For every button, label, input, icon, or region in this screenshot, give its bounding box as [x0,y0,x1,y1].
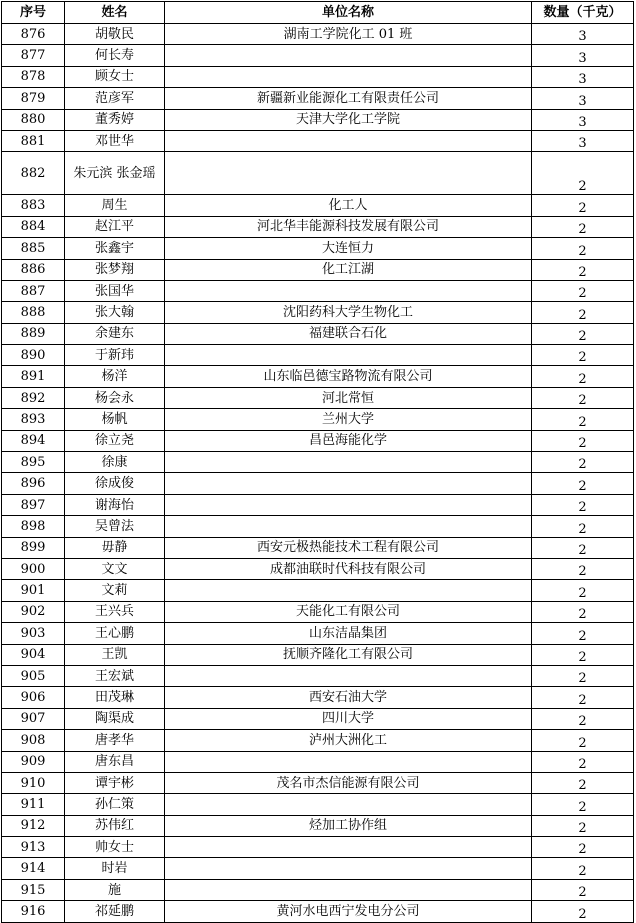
table-row [2,88,634,109]
table-row [2,858,634,879]
cell-org [165,879,532,900]
cell-qty: 2 [532,623,634,644]
cell-org [165,452,532,473]
cell-org: 天津大学化工学院 [165,109,532,130]
table-row [2,323,634,344]
cell-qty: 2 [532,259,634,280]
cell-name: 徐成俊 [65,473,165,494]
table-row [2,708,634,729]
cell-qty: 2 [532,473,634,494]
cell-name: 胡敬民 [65,24,165,45]
cell-org: 昌邑海能化学 [165,430,532,451]
table-row [2,259,634,280]
cell-qty: 2 [532,537,634,558]
table-row [2,216,634,237]
cell-seq: 915 [2,879,65,900]
cell-qty: 2 [532,708,634,729]
cell-seq: 883 [2,195,65,216]
cell-org: 茂名市杰信能源有限公司 [165,772,532,793]
header-seq: 序号 [2,2,65,24]
cell-qty: 2 [532,409,634,430]
cell-name: 吴曾法 [65,516,165,537]
cell-org [165,345,532,366]
cell-qty: 2 [532,152,634,195]
table-row [2,430,634,451]
cell-name: 施 [65,879,165,900]
cell-seq: 899 [2,537,65,558]
cell-org: 化工江湖 [165,259,532,280]
table-row [2,494,634,515]
cell-qty: 2 [532,345,634,366]
table-row [2,580,634,601]
cell-name: 杨洋 [65,366,165,387]
cell-org [165,665,532,686]
cell-seq: 898 [2,516,65,537]
table-row [2,730,634,751]
cell-seq: 886 [2,259,65,280]
cell-seq: 884 [2,216,65,237]
cell-seq: 904 [2,644,65,665]
cell-qty: 3 [532,130,634,151]
cell-name: 顾女士 [65,66,165,87]
table-row [2,302,634,323]
cell-name: 杨帆 [65,409,165,430]
cell-seq: 880 [2,109,65,130]
cell-name: 帅女士 [65,837,165,858]
cell-seq: 892 [2,387,65,408]
cell-seq: 882 [2,152,65,195]
cell-name: 祁延鹏 [65,901,165,922]
cell-qty: 2 [532,730,634,751]
cell-qty: 2 [532,858,634,879]
cell-org [165,473,532,494]
cell-name: 时岩 [65,858,165,879]
cell-org: 湖南工学院化工 01 班 [165,24,532,45]
cell-qty: 2 [532,366,634,387]
cell-seq: 913 [2,837,65,858]
table-row [2,345,634,366]
cell-org: 福建联合石化 [165,323,532,344]
table-row [2,366,634,387]
table-row [2,195,634,216]
cell-qty: 2 [532,452,634,473]
cell-seq: 893 [2,409,65,430]
cell-seq: 889 [2,323,65,344]
cell-name: 徐立尧 [65,430,165,451]
cell-seq: 908 [2,730,65,751]
cell-org: 抚顺齐隆化工有限公司 [165,644,532,665]
table-row [2,879,634,900]
cell-qty: 2 [532,280,634,301]
cell-org: 成都油联时代科技有限公司 [165,558,532,579]
cell-seq: 881 [2,130,65,151]
cell-org: 西安石油大学 [165,687,532,708]
table-row [2,280,634,301]
cell-seq: 903 [2,623,65,644]
cell-qty: 3 [532,66,634,87]
table-body [2,24,634,923]
cell-name: 杨会永 [65,387,165,408]
cell-org [165,580,532,601]
cell-name: 王兴兵 [65,601,165,622]
cell-seq: 906 [2,687,65,708]
cell-name: 文文 [65,558,165,579]
cell-name: 范彦军 [65,88,165,109]
table-row [2,409,634,430]
cell-qty: 2 [532,751,634,772]
table-row [2,794,634,815]
table-row [2,109,634,130]
cell-seq: 897 [2,494,65,515]
table-row [2,452,634,473]
cell-seq: 894 [2,430,65,451]
cell-seq: 909 [2,751,65,772]
table-row [2,837,634,858]
table-row [2,387,634,408]
cell-qty: 2 [532,837,634,858]
cell-seq: 876 [2,24,65,45]
header-qty: 数量（千克） [532,2,634,24]
cell-seq: 916 [2,901,65,922]
cell-name: 谭宇彬 [65,772,165,793]
cell-name: 周生 [65,195,165,216]
cell-name: 何长寿 [65,45,165,66]
cell-name: 王宏斌 [65,665,165,686]
cell-org [165,152,532,195]
cell-seq: 896 [2,473,65,494]
cell-qty: 2 [532,430,634,451]
cell-name: 文莉 [65,580,165,601]
cell-org [165,130,532,151]
cell-org: 西安元极热能技术工程有限公司 [165,537,532,558]
cell-seq: 901 [2,580,65,601]
table-row [2,665,634,686]
cell-name: 邓世华 [65,130,165,151]
cell-org: 四川大学 [165,708,532,729]
cell-name: 田茂琳 [65,687,165,708]
table-row [2,130,634,151]
cell-org: 大连恒力 [165,238,532,259]
cell-qty: 3 [532,24,634,45]
cell-name: 赵江平 [65,216,165,237]
table-row [2,815,634,836]
cell-name: 于新玮 [65,345,165,366]
cell-qty: 2 [532,323,634,344]
cell-qty: 2 [532,580,634,601]
cell-qty: 3 [532,45,634,66]
table-row [2,24,634,45]
cell-name: 唐孝华 [65,730,165,751]
table-row [2,901,634,922]
table-row [2,644,634,665]
cell-name: 孙仁策 [65,794,165,815]
table-row [2,558,634,579]
cell-seq: 900 [2,558,65,579]
cell-seq: 888 [2,302,65,323]
cell-org: 天能化工有限公司 [165,601,532,622]
cell-org: 新疆新业能源化工有限责任公司 [165,88,532,109]
donor-table [1,1,634,923]
cell-seq: 905 [2,665,65,686]
cell-seq: 907 [2,708,65,729]
cell-org [165,494,532,515]
cell-qty: 3 [532,88,634,109]
cell-qty: 2 [532,494,634,515]
cell-org: 化工人 [165,195,532,216]
cell-seq: 902 [2,601,65,622]
cell-name: 谢海怡 [65,494,165,515]
table-row [2,45,634,66]
cell-qty: 2 [532,815,634,836]
cell-seq: 910 [2,772,65,793]
cell-seq: 891 [2,366,65,387]
cell-qty: 2 [532,644,634,665]
cell-seq: 914 [2,858,65,879]
table-row [2,623,634,644]
cell-seq: 912 [2,815,65,836]
cell-qty: 2 [532,665,634,686]
cell-org: 河北常恒 [165,387,532,408]
cell-qty: 2 [532,772,634,793]
cell-qty: 2 [532,687,634,708]
cell-qty: 2 [532,901,634,922]
cell-name: 毋静 [65,537,165,558]
cell-qty: 2 [532,558,634,579]
cell-qty: 2 [532,879,634,900]
cell-org: 河北华丰能源科技发展有限公司 [165,216,532,237]
cell-org [165,794,532,815]
cell-seq: 890 [2,345,65,366]
cell-seq: 895 [2,452,65,473]
cell-org [165,837,532,858]
cell-org [165,751,532,772]
cell-name: 朱元滨 张金瑶 [65,152,165,195]
cell-org [165,280,532,301]
cell-name: 陶渠成 [65,708,165,729]
cell-qty: 3 [532,109,634,130]
table-row [2,516,634,537]
cell-org [165,66,532,87]
cell-org: 山东洁晶集团 [165,623,532,644]
header-row [2,2,634,24]
table-row [2,66,634,87]
cell-name: 王心鹏 [65,623,165,644]
cell-name: 徐康 [65,452,165,473]
cell-org: 泸州大洲化工 [165,730,532,751]
cell-org: 沈阳药科大学生物化工 [165,302,532,323]
cell-qty: 2 [532,216,634,237]
cell-org: 山东临邑德宝路物流有限公司 [165,366,532,387]
cell-name: 余建东 [65,323,165,344]
cell-org [165,45,532,66]
table-row [2,152,634,195]
cell-name: 唐东昌 [65,751,165,772]
table-row [2,473,634,494]
table-header [2,2,634,24]
cell-org: 兰州大学 [165,409,532,430]
cell-org: 烃加工协作组 [165,815,532,836]
cell-qty: 2 [532,238,634,259]
cell-qty: 2 [532,794,634,815]
cell-org: 黄河水电西宁发电分公司 [165,901,532,922]
cell-seq: 887 [2,280,65,301]
cell-org [165,858,532,879]
cell-qty: 2 [532,387,634,408]
table-row [2,751,634,772]
cell-name: 张大翰 [65,302,165,323]
cell-name: 王凯 [65,644,165,665]
cell-org [165,516,532,537]
table-row [2,537,634,558]
cell-seq: 878 [2,66,65,87]
cell-name: 张梦翔 [65,259,165,280]
header-org: 单位名称 [165,2,532,24]
cell-name: 董秀婷 [65,109,165,130]
cell-qty: 2 [532,601,634,622]
header-name: 姓名 [65,2,165,24]
cell-qty: 2 [532,302,634,323]
cell-qty: 2 [532,195,634,216]
cell-seq: 911 [2,794,65,815]
table-row [2,687,634,708]
cell-seq: 885 [2,238,65,259]
cell-name: 张国华 [65,280,165,301]
cell-qty: 2 [532,516,634,537]
cell-seq: 879 [2,88,65,109]
cell-seq: 877 [2,45,65,66]
table-row [2,601,634,622]
cell-name: 张鑫宇 [65,238,165,259]
cell-name: 苏伟红 [65,815,165,836]
table-row [2,238,634,259]
table-row [2,772,634,793]
